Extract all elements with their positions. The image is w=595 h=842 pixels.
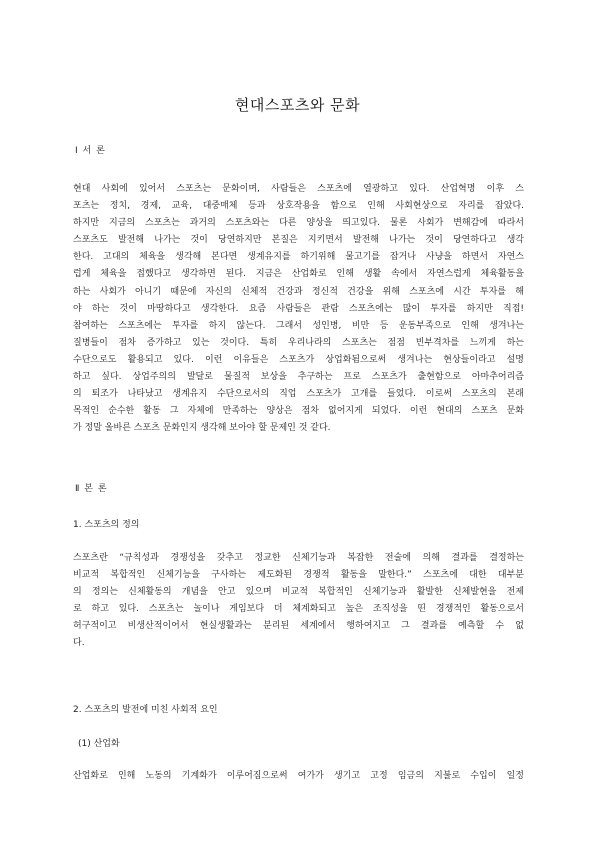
paragraph-line: 질병들이 점차 증가하고 있는 것이다. 특히 우리나라의 스포츠는 점점 빈부격차를 느끼게 하는	[73, 337, 524, 348]
paragraph-line: 허구적이고 비생산적이어서 현실생활과는 분리된 세계에서 행하여지고 그 결과를 예측할 수 없	[73, 621, 524, 632]
paragraph-line: 목적인 순수한 활동 그 자체에 만족하는 양상은 점차 없어지게 되었다. 이런 현대의 스포츠 문화	[73, 406, 524, 417]
definition-paragraph	[73, 550, 524, 653]
paragraph-line: 하지만 지금의 스포츠는 과거의 스포츠와는 다른 양상을 띄고있다. 물론 사회가 변해감에 따라서	[73, 218, 524, 229]
paragraph-line: 수단으로도 활용되고 있다. 이런 이유들은 스포츠가 상업화됨으로써 생겨나는 현상들이라고 설명	[73, 354, 524, 365]
paragraph-line: 야 하는 것이 마땅하다고 생각한다. 요즘 사람들은 관람 스포츠에는 많이 투자를 하지만 직접!	[73, 303, 524, 314]
intro-paragraph	[73, 181, 524, 437]
subsection-heading-social-factors: 2. 스포츠의 발전에 미친 사회적 요인	[73, 705, 218, 715]
section-heading-introduction: Ⅰ 서 론	[75, 146, 106, 156]
paragraph-line: 산업화로 인해 노동의 기계화가 이루어짐으로써 여가가 생기고 고정 임금의 지불로 수입이 일정	[73, 771, 524, 781]
paragraph-line: 한다. 고대의 체육을 생각해 본다면 생계유지를 하기위해 물고기를 잡거나 사냥을 하면서 자연스	[73, 252, 524, 263]
paragraph-line: 스포츠도 발전해 나가는 것이 당연하지만 본질은 지키면서 발전해 나가는 것이 당연하다고 생각	[73, 235, 524, 246]
paragraph-line: 하는 사회가 아니기 때문에 자신의 신체적 건강과 정신적 건강을 위해 스포츠에 시간 투자를 해	[73, 286, 524, 297]
document-title: 현대스포츠와 문화	[234, 96, 361, 114]
industrialization-paragraph	[73, 768, 524, 785]
paragraph-line: 의 정의는 신체활동의 개념을 안고 있으며 비교적 복합적인 신체기능과 활발한 신체발현을 전제	[73, 587, 524, 598]
paragraph-line: 다.	[73, 638, 85, 649]
subsubsection-heading-industrialization: (1) 산업화	[78, 739, 120, 749]
paragraph-line: 럽게 체육을 접했다고 생각하면 된다. 지금은 산업화로 인해 생활 속에서 자연스럽게 체육활동을	[73, 269, 524, 280]
section-heading-body: Ⅱ 본 론	[75, 484, 108, 494]
subsection-heading-definition: 1. 스포츠의 정의	[73, 520, 140, 530]
paragraph-line: 현대 사회에 있어서 스포츠는 문화이며, 사람들은 스포츠에 열광하고 있다. 산업혁명 이후 스	[73, 184, 524, 194]
paragraph-line: 로 하고 있다. 스포츠는 놀이나 게임보다 더 체계화되고 높은 조직성을 띤 경쟁적인 활동으로서	[73, 604, 524, 615]
paragraph-line: 포츠는 정치, 경제, 교육, 대중매체 등과 상호작용을 함으로 인해 사회현상으로 자리를 잡았다.	[73, 201, 524, 212]
paragraph-line: 비교적 복합적인 신체기능을 구사하는 제도화된 경쟁적 활동을 말한다.” 스포츠에 대한 대부분	[73, 570, 524, 581]
paragraph-line: 참여하는 스포츠에는 투자를 하지 않는다. 그래서 성인병, 비만 등 운동부족으로 인해 생겨나는	[73, 320, 524, 331]
paragraph-line: 하고 싶다. 상업주의의 발달로 물질적 보상을 추구하는 프로 스포츠가 출현함으로 아마추어리즘	[73, 372, 524, 383]
paragraph-line: 스포츠란 “규칙성과 경쟁성을 갖추고 정교한 신체기능과 복잡한 전술에 의해 결과를 결정하는	[73, 553, 524, 563]
paragraph-line: 의 퇴조가 나타났고 생계유지 수단으로서의 직업 스포츠가 고개를 들었다. 이로써 스포츠의 본래	[73, 389, 524, 400]
paragraph-line: 가 정말 올바른 스포츠 문화인지 생각해 보아야 할 문제인 것 같다.	[73, 423, 331, 434]
